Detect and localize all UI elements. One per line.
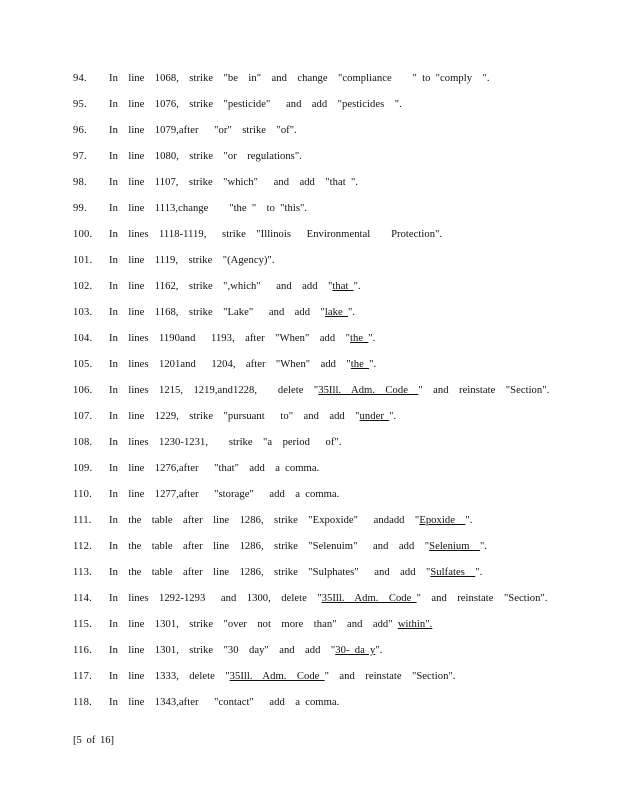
text-segment: In line 1301, strike "over not more than" and add" [109,619,398,630]
text-segment: In line 1076, strike "pesticide" and add "pesticides ". [109,99,402,110]
item-number: 109. [73,463,93,474]
text-segment: ". [369,359,377,370]
item-number: 113. [73,567,92,578]
item-number: 94. [73,73,87,84]
item-number: 115. [73,619,92,630]
text-segment: In line 1162, strike ",which" and add " [109,281,333,292]
underlined-insertion: 30- da y [335,645,376,656]
list-item [73,512,603,538]
item-text [109,434,342,452]
list-item [73,460,603,486]
item-number: 112. [73,541,92,552]
list-item [73,200,603,226]
item-text [109,694,339,712]
list-item [73,668,603,694]
item-number: 105. [73,359,93,370]
item-number: 100. [73,229,93,240]
item-number: 114. [73,593,92,604]
underlined-insertion: under [359,411,390,422]
item-number: 102. [73,281,93,292]
item-number: 106. [73,385,93,396]
text-segment: In lines 1230-1231, strike "a period of". [109,437,342,448]
text-segment: In line 1229, strike "pursuant to" and add " [109,411,360,422]
item-text [109,148,302,166]
underlined-insertion: 35Ill. Adm. Code [229,671,325,682]
underlined-insertion: within". [397,619,433,630]
item-text [109,96,402,114]
item-number: 110. [73,489,92,500]
item-text [109,590,548,608]
item-text [109,226,442,244]
text-segment: In line 1107, strike "which" and add "that ". [109,177,359,188]
list-item [73,304,603,330]
item-number: 108. [73,437,93,448]
text-segment: In line 1119, strike "(Agency)". [109,255,275,266]
item-text [109,642,382,660]
item-text [109,304,355,322]
underlined-insertion: the [350,333,369,344]
list-item [73,330,603,356]
text-segment: In lines 1201and 1204, after "When" add " [109,359,351,370]
text-segment: In lines 1215, 1219,and1228, delete " [109,385,319,396]
page-indicator: [5 of 16] [73,735,115,746]
item-number: 103. [73,307,93,318]
item-text [109,382,549,400]
text-segment: In line 1168, strike "Lake" and add " [109,307,325,318]
list-item [73,616,603,642]
item-text [109,174,358,192]
list-item [73,434,603,460]
text-segment: ". [368,333,376,344]
list-item [73,642,603,668]
underlined-insertion: Epoxide [419,515,466,526]
text-segment: In the table after line 1286, strike "Expoxide" andadd " [109,515,420,526]
text-segment: In line 1113,change "the " to "this". [109,203,308,214]
list-item [73,96,603,122]
list-item [73,382,603,408]
underlined-insertion: 35Ill. Adm. Code [318,385,419,396]
item-text [109,122,297,140]
text-segment: ". [389,411,397,422]
list-item [73,356,603,382]
item-number: 98. [73,177,87,188]
item-number: 117. [73,671,92,682]
item-text [109,538,487,556]
text-segment: In line 1343,after "contact" add a comma. [109,697,340,708]
text-segment: In line 1068, strike "be in" and change "compliance " to "comply ". [109,73,490,84]
list-item [73,148,603,174]
text-segment: " and reinstate "Section". [416,593,548,604]
item-text [109,564,482,582]
underlined-insertion: Sulfates [430,567,476,578]
item-text [109,252,275,270]
item-text [109,460,319,478]
text-segment: In lines 1190and 1193, after "When" add " [109,333,351,344]
item-text [109,70,490,88]
text-segment: In the table after line 1286, strike "Selenuim" and add " [109,541,430,552]
underlined-insertion: the [350,359,370,370]
item-text [109,356,376,374]
list-item [73,174,603,200]
text-segment: In lines 1292-1293 and 1300, delete " [109,593,322,604]
text-segment: ". [353,281,361,292]
underlined-insertion: 35Ill. Adm. Code [321,593,417,604]
list-item [73,486,603,512]
list-item [73,278,603,304]
underlined-insertion: Selenium [429,541,480,552]
text-segment: ". [479,541,488,552]
item-number: 107. [73,411,93,422]
item-number: 118. [73,697,92,708]
item-text [109,200,307,218]
item-number: 97. [73,151,87,162]
list-item [73,226,603,252]
item-number: 104. [73,333,93,344]
item-text [109,408,396,426]
list-item [73,564,603,590]
item-text [109,486,339,504]
text-segment: " and reinstate "Section". [418,385,550,396]
list-item [73,538,603,564]
text-segment: In line 1277,after "storage" add a comma. [109,489,340,500]
underlined-insertion: that [332,281,354,292]
list-item [73,252,603,278]
list-item [73,694,603,720]
item-number: 101. [73,255,93,266]
text-segment: ". [375,645,383,656]
text-segment: In line 1333, delete " [109,671,230,682]
item-number: 116. [73,645,92,656]
list-item [73,590,603,616]
text-segment: ". [465,515,473,526]
text-segment: In line 1079,after "or" strike "of". [109,125,297,136]
text-segment: ". [475,567,483,578]
amendment-list [73,70,603,720]
item-text [109,330,375,348]
text-segment: In lines 1118-1119, strike "Illinois Environmental Protection". [109,229,443,240]
text-segment: ". [347,307,356,318]
text-segment: In line 1276,after "that" add a comma. [109,463,320,474]
list-item [73,408,603,434]
item-number: 99. [73,203,87,214]
item-text [109,668,456,686]
item-number: 95. [73,99,87,110]
list-item [73,122,603,148]
text-segment: In the table after line 1286, strike "Sulphates" and add " [109,567,431,578]
text-segment: " and reinstate "Section". [324,671,456,682]
item-text [109,512,472,530]
item-number: 96. [73,125,87,136]
item-number: 111. [73,515,92,526]
list-item [73,70,603,96]
item-text [109,278,361,296]
item-text [109,616,432,634]
underlined-insertion: lake [324,307,348,318]
text-segment: In line 1080, strike "or regulations". [109,151,302,162]
text-segment: In line 1301, strike "30 day" and add " [109,645,336,656]
